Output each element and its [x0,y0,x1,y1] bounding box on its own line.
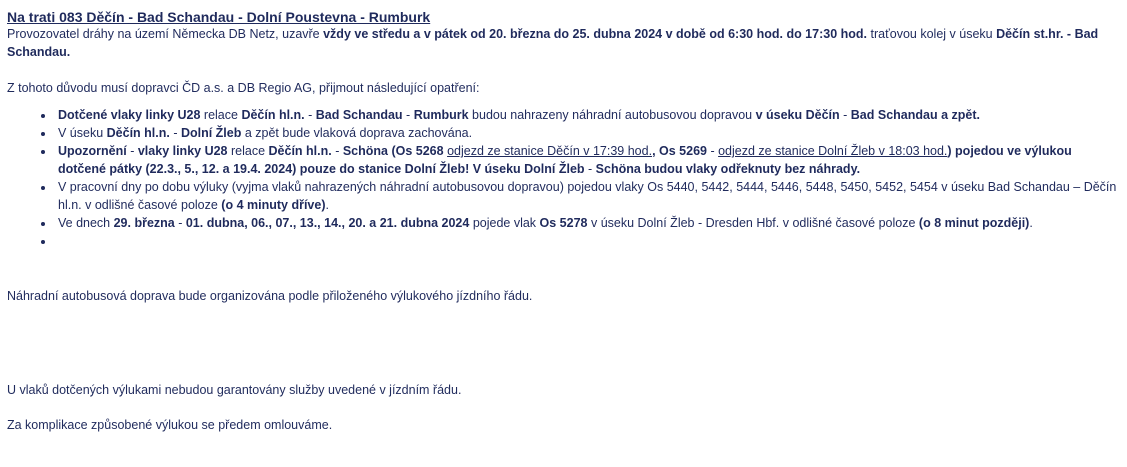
spacer [7,305,1120,381]
intro-section: Děčín st.hr. - Bad Schandau. [7,27,1099,59]
intro-text-2: traťovou kolej v úseku [867,27,997,41]
list-item-workdays: • V pracovní dny po dobu výluky (vyjma vlaků nahrazených náhradní autobusovou dopravou) pojedou vlaky Os 5440, 5442, 5444, 5446, 5448, 5450, 5452, 5454 v úseku Bad Schandau – Děčín hl.n. v odlišné časové poloze (o 4 minuty dříve). [55,178,1120,214]
notice-title: Na trati 083 Děčín - Bad Schandau - Dolní Poustevna - Rumburk [7,9,431,25]
apology-note: Za komplikace způsobené výlukou se předem omlouváme. [7,418,333,432]
reason-paragraph: Z tohoto důvodu musí dopravci ČD a.s. a DB Regio AG, přijmout následující opatření: [7,81,480,95]
intro-paragraph [7,25,1120,61]
list-item-empty [55,232,1120,250]
list-item-line-u28: • Dotčené vlaky linky U28 relace Děčín hl.n. - Bad Schandau - Rumburk budou nahrazeny náhradní autobusovou dopravou v úseku Děčín - Bad Schandau a zpět. [55,106,1120,124]
spacer [7,61,1120,79]
measures-list [7,106,1120,250]
list-item-warning: • Upozornění - vlaky linky U28 relace Děčín hl.n. - Schöna (Os 5268 odjezd ze stanice Děčín v 17:39 hod., Os 5269 - odjezd ze stanice Dolní Žleb v 18:03 hod.) pojedou ve výlukou dotčené pátky (22.3., 5., 12. a 19.4. 2024) pouze do stanice Dolní Žleb! V úseku Dolní Žleb - Schöna budou vlaky odřeknuty bez náhrady. [55,142,1120,178]
bus-note: Náhradní autobusová doprava bude organizována podle přiloženého výlukového jízdního řádu. [7,289,533,303]
services-note: U vlaků dotčených výlukami nebudou garantovány služby uvedené v jízdním řádu. [7,383,462,397]
intro-dates: vždy ve středu a v pátek od 20. března do 25. dubna 2024 v době od 6:30 hod. do 17:30 hod. [323,27,868,41]
list-item-train-kept: • V úseku Děčín hl.n. - Dolní Žleb a zpět bude vlaková doprava zachována. [55,124,1120,142]
list-item-dates: • Ve dnech 29. března - 01. dubna, 06., 07., 13., 14., 20. a 21. dubna 2024 pojede vlak Os 5278 v úseku Dolní Žleb - Dresden Hbf. v odlišné časové poloze (o 8 minut později). [55,214,1120,232]
spacer [7,399,1120,416]
spacer [7,250,1120,287]
intro-text-1: Provozovatel dráhy na území Německa DB Netz, uzavře [7,27,324,41]
